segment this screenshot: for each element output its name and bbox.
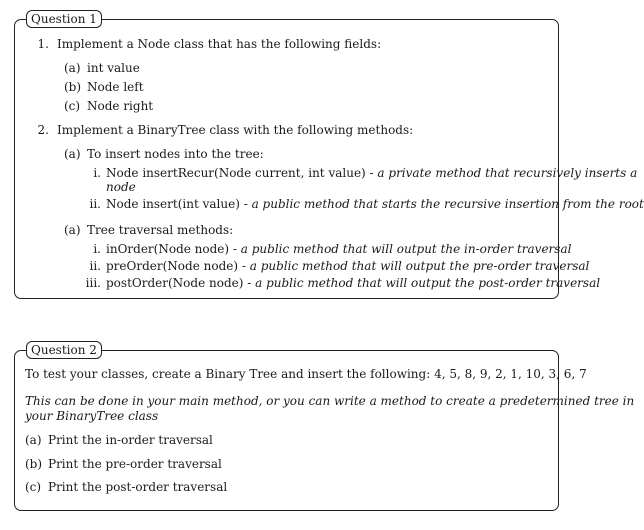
question-1-label: Question 1 [26,10,102,28]
method-preorder-label: ii. [89,259,101,273]
item-2-text: Implement a BinaryTree class with the following methods: [57,123,414,137]
field-b-text: Node left [87,80,144,94]
task-c-label: (c) [25,480,42,494]
field-a-label: (a) [64,61,81,75]
item-1-number: 1. [37,37,49,51]
traversal-text: Tree traversal methods: [87,223,234,237]
field-c-label: (c) [64,99,81,113]
traversal-label: (a) [64,223,81,237]
question-2-box [14,343,635,511]
item-2-number: 2. [37,123,49,137]
insert-label: (a) [64,147,81,161]
item-1-text: Implement a Node class that has the following fields: [57,37,382,51]
field-b-label: (b) [64,80,82,94]
method-insert-label: ii. [89,197,101,211]
method-insert-recur: Node insertRecur(Node current, int value) - a private method that recursively inserts a [106,166,638,180]
question-2-label: Question 2 [26,341,102,359]
task-c-text: Print the post-order traversal [48,480,228,494]
question-2-note-line-2: your BinaryTree class [25,409,159,423]
method-insert-recur-desc-cont: node [106,180,136,194]
question-2-note-line-1: This can be done in your main method, or you can write a method to create a predetermined tree in [25,394,635,408]
method-postorder: postOrder(Node node) - a public method that will output the post-order traversal [106,276,601,290]
method-postorder-label: iii. [85,276,101,290]
method-insert: Node insert(int value) - a public method that starts the recursive insertion from the root [106,197,644,211]
task-a-label: (a) [25,433,42,447]
method-insert-recur-label: i. [93,166,101,180]
question-2-intro: To test your classes, create a Binary Tree and insert the following: 4, 5, 8, 9, 2, 1, 10, 3, 6, 7 [25,367,587,381]
method-preorder: preOrder(Node node) - a public method that will output the pre-order traversal [106,259,590,273]
field-a-text: int value [87,61,140,75]
field-c-text: Node right [87,99,154,113]
task-b-text: Print the pre-order traversal [48,457,222,471]
method-inorder-label: i. [93,242,101,256]
question-1-box [14,12,644,299]
method-inorder: inOrder(Node node) - a public method that will output the in-order traversal [106,242,572,256]
insert-text: To insert nodes into the tree: [87,147,264,161]
task-a-text: Print the in-order traversal [48,433,213,447]
task-b-label: (b) [25,457,43,471]
